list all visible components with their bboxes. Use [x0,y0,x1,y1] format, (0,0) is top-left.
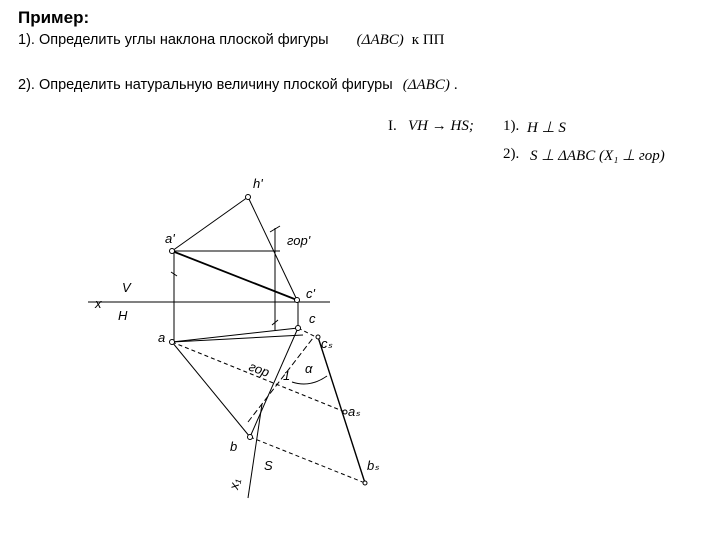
label-a: a [158,330,166,345]
example-heading: Пример: [18,8,90,27]
axis-x1 [248,338,313,422]
alpha-arc [292,376,327,384]
label-c: c [309,311,316,326]
point-a [170,340,175,345]
label-h-prime: h' [253,176,263,191]
task-2-suffix: . [453,77,458,93]
label-gor-prime: гор' [287,233,311,248]
plan-step-2: 2). [503,146,520,162]
label-b: b [230,439,238,454]
task-2-text: 2). Определить натуральную величину плоской фигуры [18,77,393,93]
plan-roman: I. [388,118,397,134]
horizontal-gor [172,335,303,342]
label-a-prime: a' [165,231,175,246]
task-1-formula: (ΔABC) [356,32,404,48]
point-cs [316,335,320,339]
point-a-prime [170,249,175,254]
point-c-prime [295,298,300,303]
plan-cond-2: S ⊥ ΔABC (X₁ ⊥ гор) [530,148,665,164]
label-s: S [264,458,273,473]
edge-b-c [250,328,298,437]
label-x1: x₁ [226,477,243,491]
plan-step-1: 1). [503,118,520,134]
point-bs [363,481,367,485]
label-x-axis: x [95,296,102,311]
label-gor: гор [246,358,272,380]
plan-cond-1: H ⊥ S [527,120,566,136]
label-cs: cₛ [321,336,333,351]
point-b [248,435,253,440]
label-h: H [118,308,128,323]
edge-a-c-prime [172,251,297,300]
ray-c [298,328,318,338]
label-as: aₛ [348,404,361,419]
task-2-formula: (ΔABC) [402,77,450,93]
edge-a-b [172,342,250,437]
task-1-suffix: к ПП [411,32,445,48]
label-alpha: α [305,361,313,376]
label-1: 1 [283,368,291,383]
label-c-prime: c' [306,286,315,301]
axis-x1-lower [248,404,262,498]
edge-a-c [172,328,298,342]
edge-a-h-prime [172,197,248,251]
task-1-text: 1). Определить углы наклона плоской фигуры [18,32,329,48]
point-c [296,326,301,331]
label-bs: bₛ [367,458,380,473]
point-h-prime [246,195,251,200]
plan-main: VH → HS; [408,118,474,134]
label-v: V [122,280,131,295]
point-as [343,410,347,414]
